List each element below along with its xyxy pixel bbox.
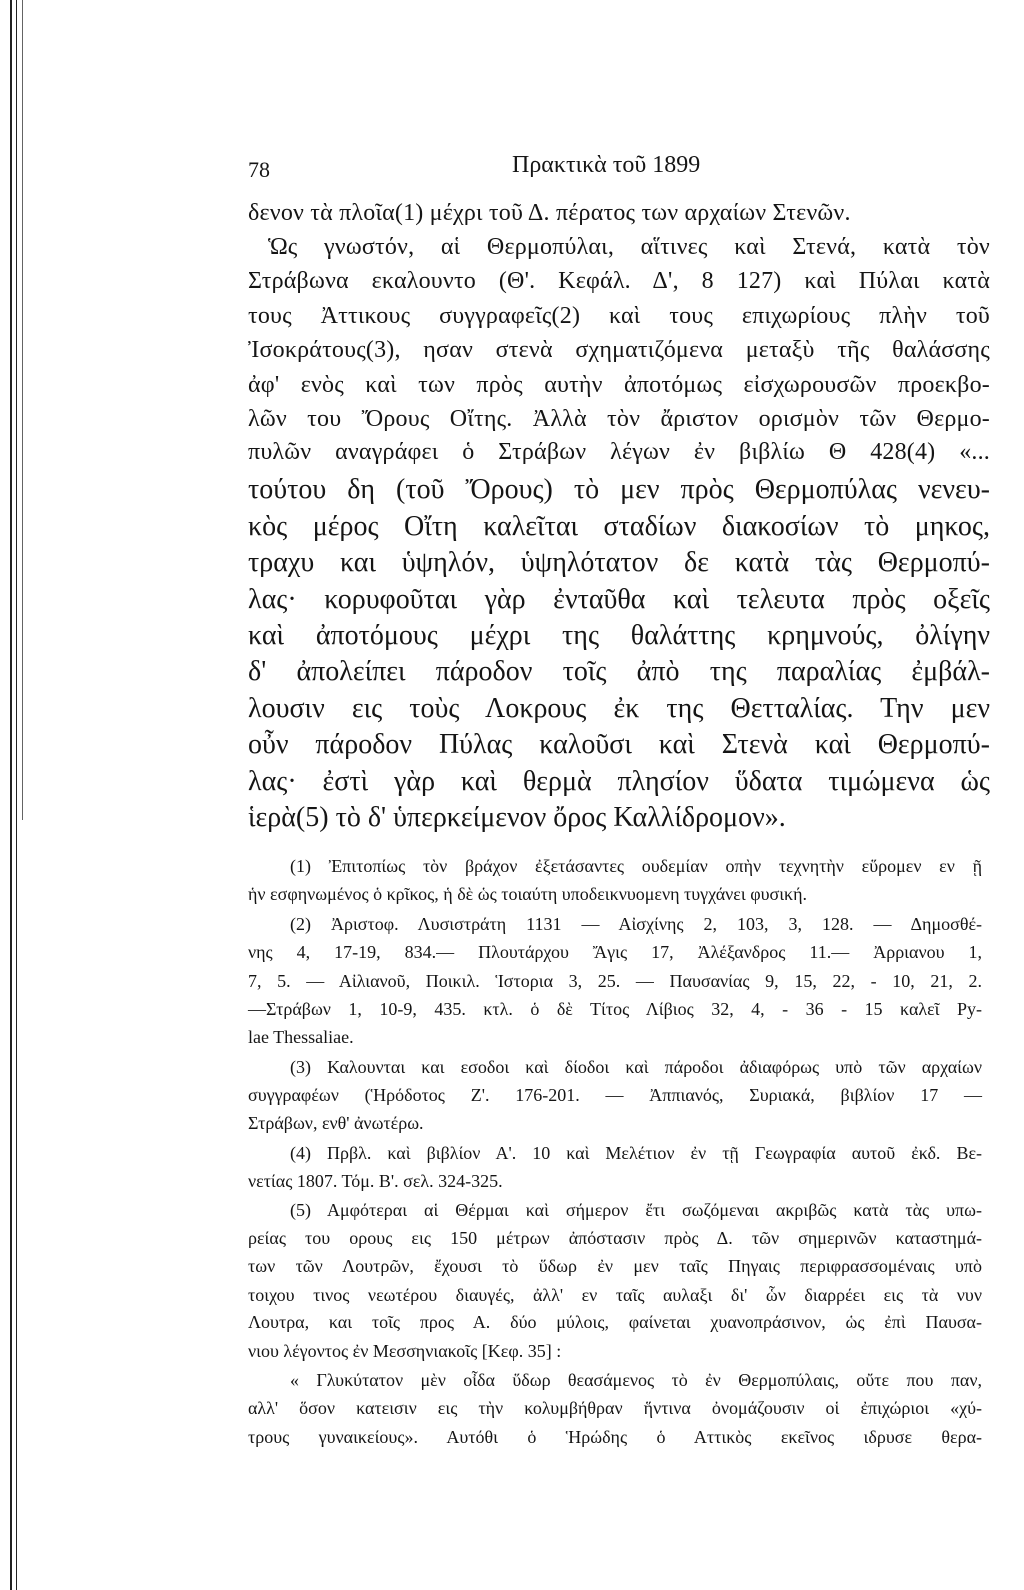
footnote-line: νιου λέγοντος ἐν Μεσσηνιακοῖς [Κεφ. 35] : [248, 1341, 562, 1361]
quotation-line: τραχυ και ὑψηλόν, ὑψηλότατον δε κατὰ τὰς Θερμοπύ- [248, 547, 990, 578]
footnote-line: νετίας 1807. Τόμ. Β'. σελ. 324-325. [248, 1171, 503, 1191]
body-line: λῶν του Ὄρους Οἴτης. Ἀλλὰ τὸν ἄριστον ορισμὸν τῶν Θερμο- [248, 406, 990, 432]
quotation-line: ἱερὰ(5) τὸ δ' ὑπερκείμενον ὄρος Καλλίδρομον». [248, 802, 786, 833]
footnote-line: τοιχου τινος νεωτέρου διαυγές, ἀλλ' εν ταῖς αυλαξι δι' ὧν διαρρέει εις τὰ νυν [248, 1285, 982, 1305]
footnote-quote-line: « Γλυκύτατον μὲν οἶδα ὕδωρ θεασάμενος τὸ ἐν Θερμοπύλαις, οὔτε που παν, [290, 1370, 982, 1390]
footnote-line: των τῶν Λουτρῶν, ἔχουσι τὸ ὕδωρ ἐν μεν ταῖς Πηγαις περιφρασσομέναις υπὸ [248, 1256, 982, 1276]
scan-edge-line [22, 0, 23, 820]
footnote-line: (1) Ἐπιτοπίως τὸν βράχον ἐξετάσαντες ουδεμίαν οπὴν τεχνητὴν εὕρομεν εν ῇ [290, 856, 982, 876]
body-line: δενον τὰ πλοῖα(1) μέχρι τοῦ Δ. πέρατος των αρχαίων Στενῶν. [248, 200, 851, 226]
footnote-line: 7, 5. — Αἰλιανοῦ, Ποικιλ. Ἱστορια 3, 25. — Παυσανίας 9, 15, 22, - 10, 21, 2. [248, 971, 982, 991]
running-title: Πρακτικὰ τοῦ 1899 [512, 152, 701, 178]
quotation-line: κὸς μέρος Οἴτη καλεῖται σταδίων διακοσίων τὸ μηκος, [248, 511, 990, 542]
quotation-line: λας· κορυφοῦται γὰρ ἐνταῦθα καὶ τελευτα πρὸς οξεῖς [248, 584, 990, 615]
footnote-line: (3) Καλουνται και εσοδοι καὶ δίοδοι καὶ πάροδοι ἀδιαφόρως υπὸ τῶν αρχαίων [290, 1057, 982, 1077]
footnote-line: νης 4, 17-19, 834.— Πλουτάρχου Ἄγις 17, Ἀλέξανδρος 11.— Ἀρριανου 1, [248, 942, 982, 962]
footnote-line: (2) Ἀριστοφ. Λυσιστράτη 1131 — Αἰσχίνης 2, 103, 3, 128. — Δημοσθέ- [290, 914, 982, 934]
quotation-line: τούτου δη (τοῦ Ὄρους) τὸ μεν πρὸς Θερμοπύλας νενευ- [248, 474, 990, 505]
body-line: ἀφ' ενὸς καὶ των πρὸς αυτὴν ἀποτόμως εἰσχωρουσῶν προεκβο- [248, 372, 990, 398]
footnote-line: (5) Αμφότεραι αἱ Θέρμαι καὶ σήμερον ἔτι σωζόμεναι ακριβῶς κατὰ τὰς υπω- [290, 1200, 982, 1220]
scan-edge-line [10, 0, 12, 1590]
body-line: Ὡς γνωστόν, αἱ Θερμοπύλαι, αἵτινες καὶ Στενά, κατὰ τὸν [268, 234, 990, 260]
footnote-line: συγγραφέων (Ἡρόδοτος Ζ'. 176-201. — Ἀππιανός, Συριακά, βιβλίον 17 — [248, 1085, 982, 1105]
footnote-line: Στράβων, ενθ' ἀνωτέρω. [248, 1113, 424, 1133]
footnote-line: ἡν εσφηνωμένος ὁ κρῖκος, ἡ δὲ ὡς τοιαύτη υποδεικνυομενη τυγχάνει φυσική. [248, 884, 808, 904]
footnote-line: lae Thessaliae. [248, 1027, 354, 1047]
scan-edge-line [16, 0, 17, 1590]
footnote-line: (4) Πρβλ. καὶ βιβλίον Α'. 10 καὶ Μελέτιον ἐν τῇ Γεωγραφία αυτοῦ ἐκδ. Βε- [290, 1143, 982, 1163]
quotation-line: λουσιν εις τοὺς Λοκρους ἐκ της Θετταλίας. Την μεν [248, 693, 990, 724]
body-line: Ἰσοκράτους(3), ησαν στενὰ σχηματιζόμενα μεταξὺ τῆς θαλάσσης [248, 337, 990, 363]
footnote-line: Λουτρα, και τοῖς προς Α. δύο μύλοις, φαίνεται χυανοπράσινον, ὡς ἐπὶ Παυσα- [248, 1312, 982, 1332]
footnote-quote-line: τρους γυναικείους». Αυτόθι ὁ Ἡρώδης ὁ Αττικὸς εκεῖνος ιδρυσε θερα- [248, 1427, 982, 1447]
quotation-line: καὶ ἀποτόμους μέχρι της θαλάττης κρημνούς, ὀλίγην [248, 620, 990, 651]
footnote-line: —Στράβων 1, 10-9, 435. κτλ. ὁ δὲ Τίτος Λίβιος 32, 4, - 36 - 15 καλεῖ Py- [248, 999, 982, 1019]
body-line: τους Ἀττικους συγγραφεῖς(2) καὶ τους επιχωρίους πλὴν τοῦ [248, 303, 990, 329]
footnote-quote-line: αλλ' ὅσον κατεισιν εις τὴν κολυμβήθραν ἥντινα ὀνομάζουσιν οἱ ἐπιχώριοι «χύ- [248, 1398, 982, 1418]
quotation-line: λας· ἐστὶ γὰρ καὶ θερμὰ πλησίον ὕδατα τιμώμενα ὡς [248, 766, 990, 797]
body-line: πυλῶν αναγράφει ὁ Στράβων λέγων ἐν βιβλίω Θ 428(4) «... [248, 439, 990, 465]
body-line: Στράβωνα εκαλουντο (Θ'. Κεφάλ. Δ', 8 127) καὶ Πύλαι κατὰ [248, 268, 990, 294]
quotation-line: δ' ἀπολείπει πάροδον τοῖς ἀπὸ της παραλίας ἐμβάλ- [248, 656, 990, 687]
footnote-line: ρείας του ορους εις 150 μέτρων ἀπόστασιν πρὸς Δ. τῶν σημερινῶν καταστημά- [248, 1228, 982, 1248]
quotation-line: οὖν πάροδον Πύλας καλοῦσι καὶ Στενὰ καὶ Θερμοπύ- [248, 729, 990, 760]
page-number: 78 [248, 157, 270, 182]
